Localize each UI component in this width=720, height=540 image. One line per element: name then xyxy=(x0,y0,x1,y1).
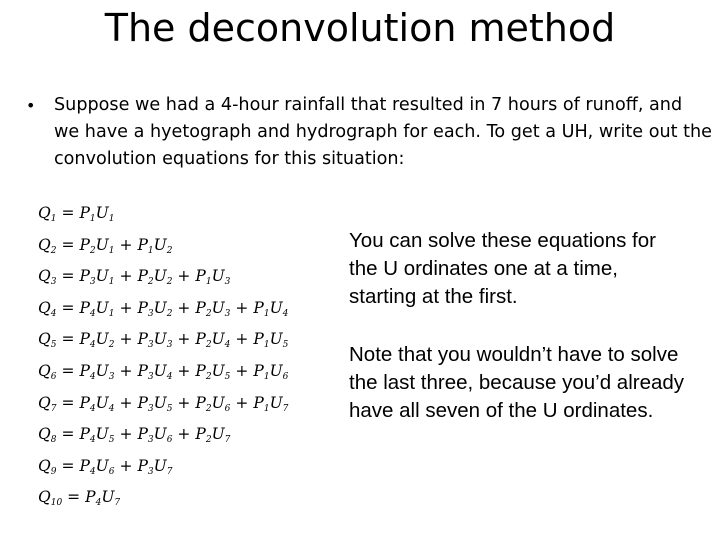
bullet-paragraph xyxy=(26,92,712,173)
equation-row xyxy=(38,482,338,514)
rainfall-pulse: $P_1$ xyxy=(253,361,270,382)
plus-sign: + xyxy=(177,298,191,317)
uh-ordinate: $U_7$ xyxy=(101,488,121,509)
uh-ordinate: $U_5$ xyxy=(153,393,173,414)
product-term xyxy=(79,204,114,222)
equals-sign: = xyxy=(61,456,75,475)
rainfall-pulse: $P_4$ xyxy=(79,298,96,319)
rainfall-pulse: $P_1$ xyxy=(253,298,270,319)
equation-row xyxy=(38,451,338,483)
runoff-ordinate: $Q_1$ xyxy=(38,204,57,224)
product-term xyxy=(79,425,115,446)
plus-sign: + xyxy=(119,267,133,286)
product-term xyxy=(137,362,172,380)
product-term xyxy=(137,394,172,412)
convolution-equations xyxy=(38,198,338,514)
uh-ordinate: $U_3$ xyxy=(211,298,231,319)
rainfall-pulse: $P_1$ xyxy=(195,267,212,288)
rainfall-pulse: $P_3$ xyxy=(137,361,154,382)
uh-ordinate: $U_3$ xyxy=(95,361,115,382)
uh-ordinate: $U_6$ xyxy=(211,393,231,414)
uh-ordinate: $U_6$ xyxy=(95,456,115,477)
rainfall-pulse: $P_1$ xyxy=(253,330,270,351)
runoff-ordinate: $Q_{10}$ xyxy=(38,488,63,509)
product-term xyxy=(85,488,121,509)
product-term xyxy=(195,425,231,446)
product-term xyxy=(79,330,115,351)
rainfall-pulse: $P_4$ xyxy=(79,361,96,382)
note-last-three: Note that you wouldn’t have to solve the last three, because you’d already have all seven of the U ordinates. xyxy=(349,343,685,422)
product-term xyxy=(195,267,231,288)
equals-sign: = xyxy=(61,267,75,286)
product-term xyxy=(79,267,115,288)
equation-row xyxy=(38,388,338,420)
uh-ordinate: $U_6$ xyxy=(269,361,289,382)
plus-sign: + xyxy=(177,425,191,444)
rainfall-pulse: $P_3$ xyxy=(137,393,154,414)
rainfall-pulse: $P_3$ xyxy=(137,456,154,477)
plus-sign: + xyxy=(235,330,249,349)
uh-ordinate: $U_7$ xyxy=(153,456,173,477)
uh-ordinate: $U_4$ xyxy=(211,330,231,351)
rainfall-pulse: $P_1$ xyxy=(79,204,96,224)
uh-ordinate: $U_2$ xyxy=(153,267,173,288)
product-term xyxy=(253,330,289,351)
equation-row xyxy=(38,324,338,356)
rainfall-pulse: $P_2$ xyxy=(195,298,212,319)
uh-ordinate: $U_5$ xyxy=(211,361,231,382)
plus-sign: + xyxy=(119,361,133,380)
equation-row xyxy=(38,356,338,388)
product-term xyxy=(253,362,288,380)
uh-ordinate: $U_7$ xyxy=(211,425,231,446)
rainfall-pulse: $P_4$ xyxy=(79,425,96,446)
equals-sign: = xyxy=(67,488,81,507)
equals-sign: = xyxy=(61,393,75,412)
rainfall-pulse: $P_1$ xyxy=(253,393,270,414)
product-term xyxy=(195,330,231,351)
product-term xyxy=(137,330,173,351)
product-term xyxy=(137,236,172,254)
rainfall-pulse: $P_2$ xyxy=(79,235,96,256)
uh-ordinate: $U_5$ xyxy=(269,330,289,351)
uh-ordinate: $U_5$ xyxy=(95,425,115,446)
product-term xyxy=(79,394,114,412)
bullet-text: Suppose we had a 4-hour rainfall that resulted in 7 hours of runoff, and we have a hyetograph and hydrograph for each. To get a UH, write out the convolution equations for this situation: xyxy=(54,95,712,169)
note-solve-equations: You can solve these equations for the U ordinates one at a time, starting at the first. xyxy=(349,229,656,308)
equals-sign: = xyxy=(61,204,75,222)
equation-row xyxy=(38,293,338,325)
product-term xyxy=(79,457,114,475)
runoff-ordinate: $Q_6$ xyxy=(38,361,57,382)
plus-sign: + xyxy=(177,361,191,380)
plus-sign: + xyxy=(119,330,133,349)
equals-sign: = xyxy=(61,361,75,380)
uh-ordinate: $U_4$ xyxy=(269,298,289,319)
plus-sign: + xyxy=(235,298,249,317)
runoff-ordinate: $Q_9$ xyxy=(38,456,57,477)
equation-row xyxy=(38,230,338,262)
equation-row xyxy=(38,261,338,293)
bullet-marker: • xyxy=(26,96,36,115)
uh-ordinate: $U_4$ xyxy=(95,393,115,414)
uh-ordinate: $U_3$ xyxy=(153,330,173,351)
plus-sign: + xyxy=(235,393,249,412)
runoff-ordinate: $Q_7$ xyxy=(38,393,57,414)
rainfall-pulse: $P_4$ xyxy=(85,488,102,509)
rainfall-pulse: $P_3$ xyxy=(137,298,154,319)
product-term xyxy=(137,457,172,475)
rainfall-pulse: $P_2$ xyxy=(195,330,212,351)
equals-sign: = xyxy=(61,298,75,317)
product-term xyxy=(79,299,114,317)
product-term xyxy=(137,267,173,288)
equation-row xyxy=(38,419,338,451)
uh-ordinate: $U_1$ xyxy=(95,204,115,224)
uh-ordinate: $U_7$ xyxy=(269,393,289,414)
product-term xyxy=(137,425,173,446)
uh-ordinate: $U_1$ xyxy=(95,235,115,256)
plus-sign: + xyxy=(235,361,249,380)
plus-sign: + xyxy=(177,267,191,286)
plus-sign: + xyxy=(119,298,133,317)
rainfall-pulse: $P_2$ xyxy=(195,361,212,382)
plus-sign: + xyxy=(177,330,191,349)
runoff-ordinate: $Q_3$ xyxy=(38,267,57,288)
plus-sign: + xyxy=(119,393,133,412)
uh-ordinate: $U_2$ xyxy=(153,235,173,256)
rainfall-pulse: $P_3$ xyxy=(137,425,154,446)
product-term xyxy=(195,362,230,380)
rainfall-pulse: $P_4$ xyxy=(79,393,96,414)
uh-ordinate: $U_6$ xyxy=(153,425,173,446)
uh-ordinate: $U_2$ xyxy=(95,330,115,351)
plus-sign: + xyxy=(177,393,191,412)
equals-sign: = xyxy=(61,330,75,349)
rainfall-pulse: $P_3$ xyxy=(137,330,154,351)
product-term xyxy=(253,394,288,412)
rainfall-pulse: $P_4$ xyxy=(79,456,96,477)
product-term xyxy=(79,362,114,380)
uh-ordinate: $U_1$ xyxy=(95,267,115,288)
rainfall-pulse: $P_2$ xyxy=(137,267,154,288)
rainfall-pulse: $P_2$ xyxy=(195,425,212,446)
rainfall-pulse: $P_4$ xyxy=(79,330,96,351)
plus-sign: + xyxy=(119,456,133,475)
equation-row xyxy=(38,198,338,230)
equals-sign: = xyxy=(61,425,75,444)
uh-ordinate: $U_1$ xyxy=(95,298,115,319)
slide-title: The deconvolution method xyxy=(104,6,616,50)
plus-sign: + xyxy=(119,235,133,254)
runoff-ordinate: $Q_2$ xyxy=(38,235,57,256)
rainfall-pulse: $P_1$ xyxy=(137,235,154,256)
product-term xyxy=(137,299,172,317)
equals-sign: = xyxy=(61,235,75,254)
uh-ordinate: $U_3$ xyxy=(211,267,231,288)
product-term xyxy=(79,236,114,254)
product-term xyxy=(253,299,288,317)
runoff-ordinate: $Q_8$ xyxy=(38,425,57,446)
product-term xyxy=(195,394,230,412)
rainfall-pulse: $P_2$ xyxy=(195,393,212,414)
runoff-ordinate: $Q_4$ xyxy=(38,298,57,319)
plus-sign: + xyxy=(119,425,133,444)
rainfall-pulse: $P_3$ xyxy=(79,267,96,288)
uh-ordinate: $U_2$ xyxy=(153,298,173,319)
uh-ordinate: $U_4$ xyxy=(153,361,173,382)
product-term xyxy=(195,299,230,317)
runoff-ordinate: $Q_5$ xyxy=(38,330,57,351)
